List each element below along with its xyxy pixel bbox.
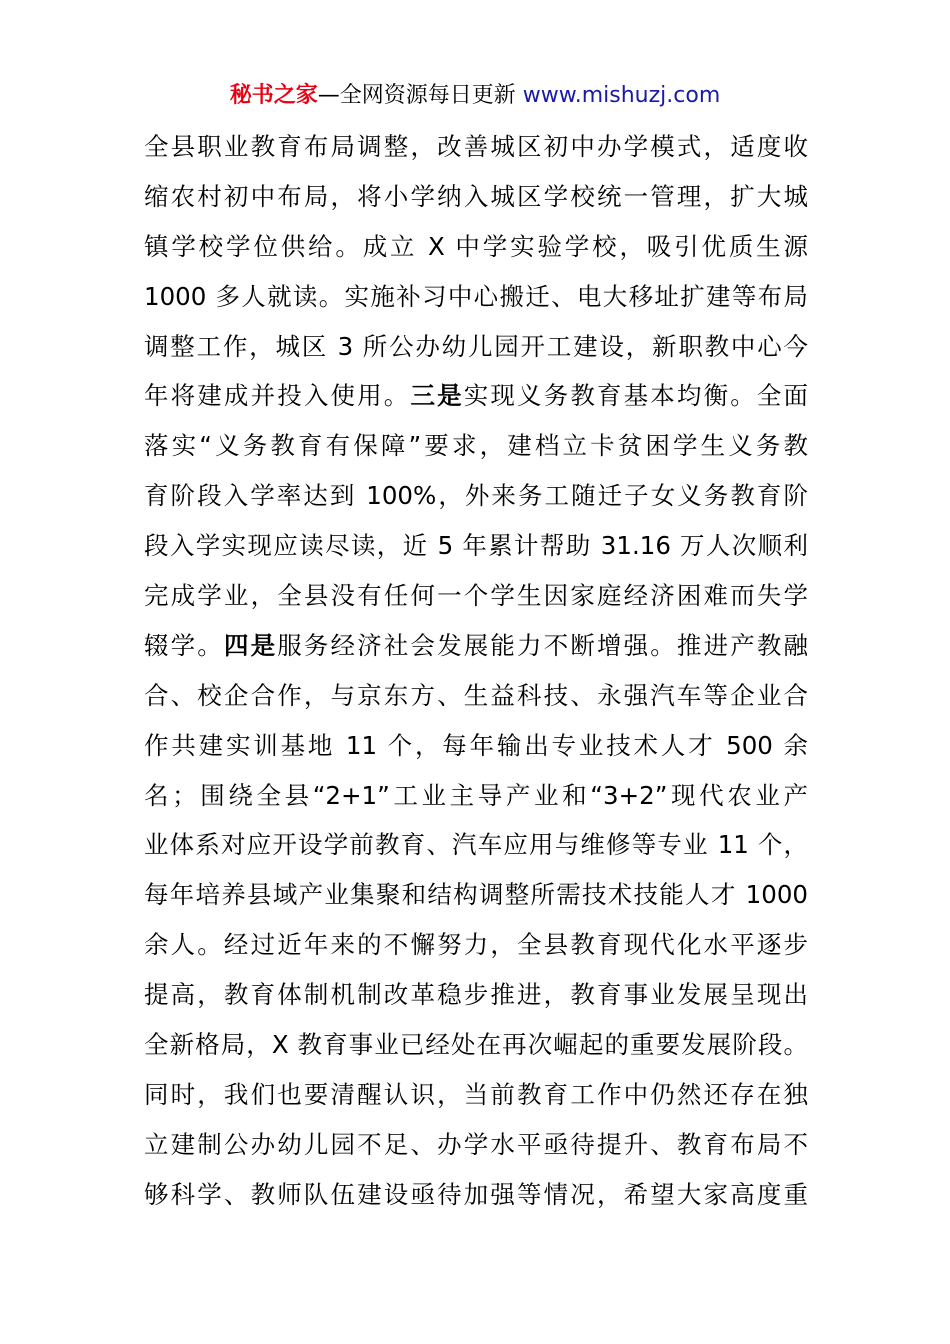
site-url: www.mishuzj.com: [522, 83, 721, 108]
text-line: 每年培养县域产业集聚和结构调整所需技术技能人才 1000: [144, 880, 808, 910]
text-line: 合、校企合作，与京东方、生益科技、永强汽车等企业合: [144, 680, 808, 710]
text-line: 完成学业，全县没有任何一个学生因家庭经济困难而失学: [144, 581, 808, 611]
text-line: 业体系对应开设学前教育、汽车应用与维修等专业 11 个，: [144, 830, 808, 860]
document-body: [144, 122, 808, 1220]
emphasis-label: 四是: [223, 630, 278, 660]
text-line: 够科学、教师队伍建设亟待加强等情况，希望大家高度重: [144, 1179, 808, 1209]
emphasis-label: 三是: [410, 381, 464, 411]
text-line: 调整工作，城区 3 所公办幼儿园开工建设，新职教中心今: [144, 331, 808, 361]
site-brand: 秘书之家: [229, 83, 318, 108]
text-line: 育阶段入学率达到 100%，外来务工随迁子女义务教育阶: [144, 481, 808, 511]
text-line: 全新格局，X 教育事业已经处在再次崛起的重要发展阶段。: [144, 1030, 808, 1060]
text-line: 缩农村初中布局，将小学纳入城区学校统一管理，扩大城: [144, 181, 808, 211]
text-line: 全县职业教育布局调整，改善城区初中办学模式，适度收: [144, 132, 808, 161]
site-slogan: —全网资源每日更新: [317, 83, 516, 108]
text-line: 1000 多人就读。实施补习中心搬迁、电大移址扩建等布局: [144, 281, 808, 311]
text-line: 落实“义务教育有保障”要求，建档立卡贫困学生义务教: [144, 431, 808, 461]
text-line: 名；围绕全县“2+1”工业主导产业和“3+2”现代农业产: [144, 780, 808, 810]
text-line: 立建制公办幼儿园不足、办学水平亟待提升、教育布局不: [144, 1129, 808, 1159]
page-header: [0, 80, 950, 112]
text-line: 同时，我们也要清醒认识，当前教育工作中仍然还存在独: [144, 1079, 808, 1109]
text-line: 作共建实训基地 11 个，每年输出专业技术人才 500 余: [144, 730, 808, 760]
text-line: 镇学校学位供给。成立 X 中学实验学校，吸引优质生源: [144, 231, 808, 261]
text-line: 提高，教育体制机制改革稳步推进，教育事业发展呈现出: [144, 980, 808, 1010]
text-line: 段入学实现应读尽读，近 5 年累计帮助 31.16 万人次顺利: [144, 531, 808, 561]
text-line: 辍学。四是服务经济社会发展能力不断增强。推进产教融: [144, 630, 809, 660]
text-line: 余人。经过近年来的不懈努力，全县教育现代化水平逐步: [144, 930, 808, 960]
text-line: 年将建成并投入使用。三是实现义务教育基本均衡。全面: [144, 381, 809, 411]
